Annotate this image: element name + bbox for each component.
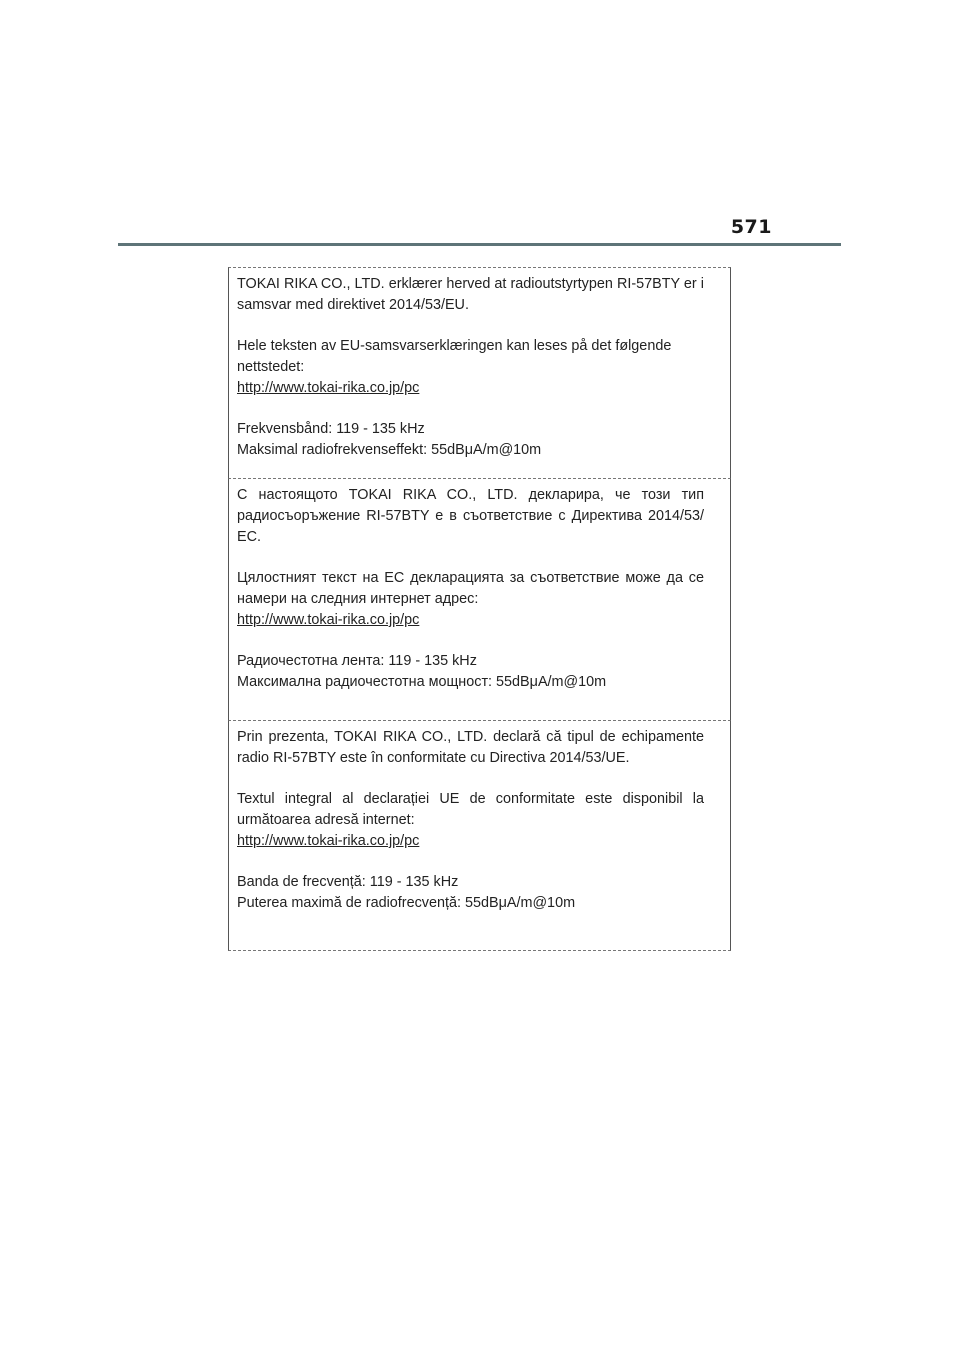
- frequency-band: Радиочестотна лента: 119 - 135 kHz: [237, 653, 477, 669]
- declaration-url-link[interactable]: http://www.tokai-rika.co.jp/pc: [237, 833, 420, 849]
- max-power: Maksimal radiofrekvenseffekt: 55dBμA/m@10m: [237, 442, 542, 458]
- paragraph-gap: [237, 548, 704, 568]
- declaration-availability: Hele teksten av EU-samsvarserklæringen kan leses på det følgende nettstedet:: [237, 338, 672, 375]
- declaration-availability: Textul integral al declarației UE de conformitate este disponibil la următoarea adresă internet:: [237, 791, 704, 828]
- declaration-url-link[interactable]: http://www.tokai-rika.co.jp/pc: [237, 380, 420, 396]
- max-power: Puterea maximă de radiofrecvență: 55dBμA/m@10m: [237, 895, 576, 911]
- declaration-box-romanian: [228, 720, 731, 951]
- paragraph-gap: [237, 631, 704, 651]
- page-number: 571: [730, 216, 772, 238]
- declaration-statement: С настоящото TOKAI RIKA CO., LTD. декларира, че този тип радиосъоръжение RI-57BTY е в съответствие с Директива 2014/53/ЕС.: [237, 487, 704, 545]
- max-power: Максимална радиочестотна мощност: 55dBμA/m@10m: [237, 674, 607, 690]
- paragraph-gap: [237, 316, 704, 336]
- frequency-band: Frekvensbånd: 119 - 135 kHz: [237, 421, 425, 437]
- declaration-statement: Prin prezenta, TOKAI RIKA CO., LTD. declară că tipul de echipamente radio RI-57BTY este în conformitate cu Directiva 2014/53/UE.: [237, 729, 704, 766]
- declaration-content: [229, 721, 730, 914]
- declaration-availability: Цялостният текст на ЕС декларацията за съответствие може да се намери на следния интернет адрес:: [237, 570, 704, 607]
- declaration-statement: TOKAI RIKA CO., LTD. erklærer herved at radioutstyrtypen RI-57BTY er i samsvar med direktivet 2014/53/EU.: [237, 276, 704, 313]
- declaration-content: [229, 479, 730, 693]
- frequency-band: Banda de frecvență: 119 - 135 kHz: [237, 874, 459, 890]
- paragraph-gap: [237, 852, 704, 872]
- paragraph-gap: [237, 769, 704, 789]
- declaration-content: [229, 268, 730, 461]
- declaration-url-link[interactable]: http://www.tokai-rika.co.jp/pc: [237, 612, 420, 628]
- declaration-box-norwegian: [228, 267, 731, 478]
- paragraph-gap: [237, 399, 704, 419]
- declaration-box-bulgarian: [228, 478, 731, 720]
- header-rule: [118, 243, 841, 246]
